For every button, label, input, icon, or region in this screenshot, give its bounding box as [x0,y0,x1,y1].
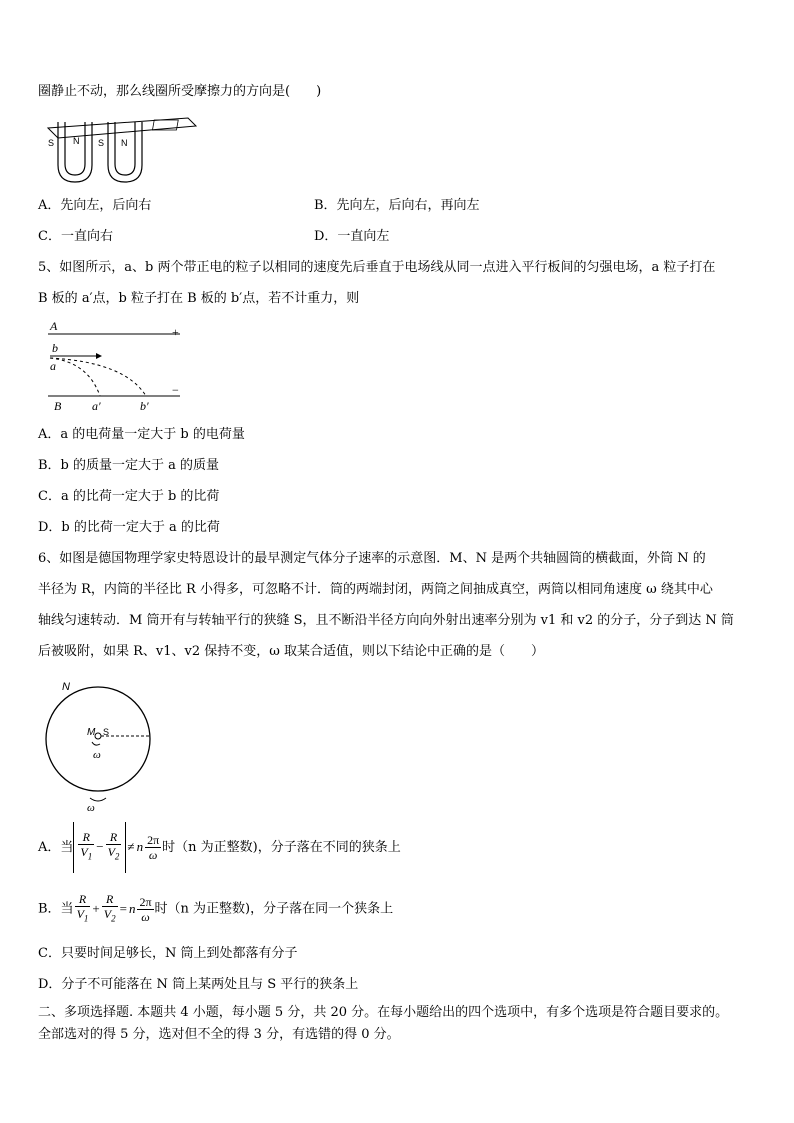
q5-label-b: b [52,341,58,355]
q6-option-a-abs: $\frac{R}{V_1}$ − $\frac{R}{V_2}$ [73,822,126,873]
q5-stem-line2: B 板的 a′点，b 粒子打在 B 板的 b′点，若不计重力，则 [38,291,360,306]
q4-label-s2: S [98,138,105,148]
q4-label-n2: N [121,138,128,148]
q5-label-b-plate: B [54,399,62,413]
q4-option-b: B．先向左，后向右，再向左 [314,198,480,213]
section2-line2: 全部选对的得 5 分，选对但不全的得 3 分，有选错的得 0 分。 [38,1027,400,1042]
q6-stem-line4: 后被吸附，如果 R、v1、v2 保持不变，ω 取某合适值，则以下结论中正确的是（ ） [38,644,545,659]
q6-option-b-suffix: 时（n 为正整数)，分子落在同一个狭条上 [154,901,394,917]
q5-label-minus: − [172,383,179,397]
q6-option-b: B．当 $\frac{R}{V_1}$ + $\frac{R}{V_2}$ = n $\frac{2\pi}{\omega}$ 时（n 为正整数)，分子落在同一个狭条上 [38,892,394,924]
q5-option-d: D．b 的比荷一定大于 a 的比荷 [38,520,220,535]
q6-stem-line1: 6、如图是德国物理学家史特恩设计的最早测定气体分子速率的示意图．M、N 是两个共轴圆筒的横截面，外筒 N 的 [38,551,706,566]
q5-option-c: C．a 的比荷一定大于 b 的比荷 [38,489,220,504]
q5-option-a: A．a 的电荷量一定大于 b 的电荷量 [38,427,245,442]
q6-label-s: S [103,727,110,737]
q5-label-b-prime: b′ [140,399,149,413]
q6-stem-line2: 半径为 R，内筒的半径比 R 小得多，可忽略不计．筒的两端封闭，两筒之间抽成真空，两筒以相同角速度 ω 绕其中心 [38,582,713,597]
q4-magnet-figure [38,110,198,190]
q5-label-plus: + [172,325,179,339]
q6-option-b-prefix: B．当 [38,901,74,917]
q4-option-c: C．一直向右 [38,229,113,244]
q6-option-a: A．当 $\frac{R}{V_1}$ − $\frac{R}{V_2}$ ≠ n $\frac{2\pi}{\omega}$ 时（n 为正整数)，分子落在不同的狭条上 [38,822,401,873]
q6-option-a-suffix: 时（n 为正整数)，分子落在不同的狭条上 [162,839,401,855]
q5-stem-line1: 5、如图所示，a、b 两个带正电的粒子以相同的速度先后垂直于电场线从同一点进入平行板间的匀强电场，a 粒子打在 [38,260,716,275]
q6-option-d: D．分子不可能落在 N 筒上某两处且与 S 平行的狭条上 [38,977,359,992]
q6-label-omega-outer: ω [87,802,95,811]
q4-label-s1: S [48,138,55,148]
q6-stem-line3: 轴线匀速转动．M 筒开有与转轴平行的狭缝 S，且不断沿半径方向向外射出速率分别为 v1 和 v2 的分子，分子到达 N 筒 [38,613,734,628]
q5-label-a-plate: A [50,319,58,333]
q5-label-a: a [50,359,56,373]
q6-label-m: M [87,727,96,738]
q5-option-b: B．b 的质量一定大于 a 的质量 [38,458,220,473]
q6-option-c: C．只要时间足够长，N 筒上到处都落有分子 [38,946,298,961]
q4-option-a: A．先向左，后向右 [38,198,152,213]
q4-label-n1: N [73,136,80,146]
q6-label-n: N [62,681,70,693]
q6-label-omega-inner: ω [93,749,101,761]
section2-line1: 二、多项选择题. 本题共 4 小题，每小题 5 分，共 20 分。在每小题给出的四个选项中，有多个选项是符合题目要求的。 [38,1005,729,1020]
q6-option-a-prefix: A．当 [38,839,74,855]
q6-cylinder-figure [40,676,170,811]
q4-option-d: D．一直向左 [314,229,390,244]
q5-label-a-prime: a′ [92,399,101,413]
q5-plates-figure [40,316,190,416]
q4-stem-tail: 圈静止不动，那么线圈所受摩擦力的方向是( ) [38,84,322,99]
